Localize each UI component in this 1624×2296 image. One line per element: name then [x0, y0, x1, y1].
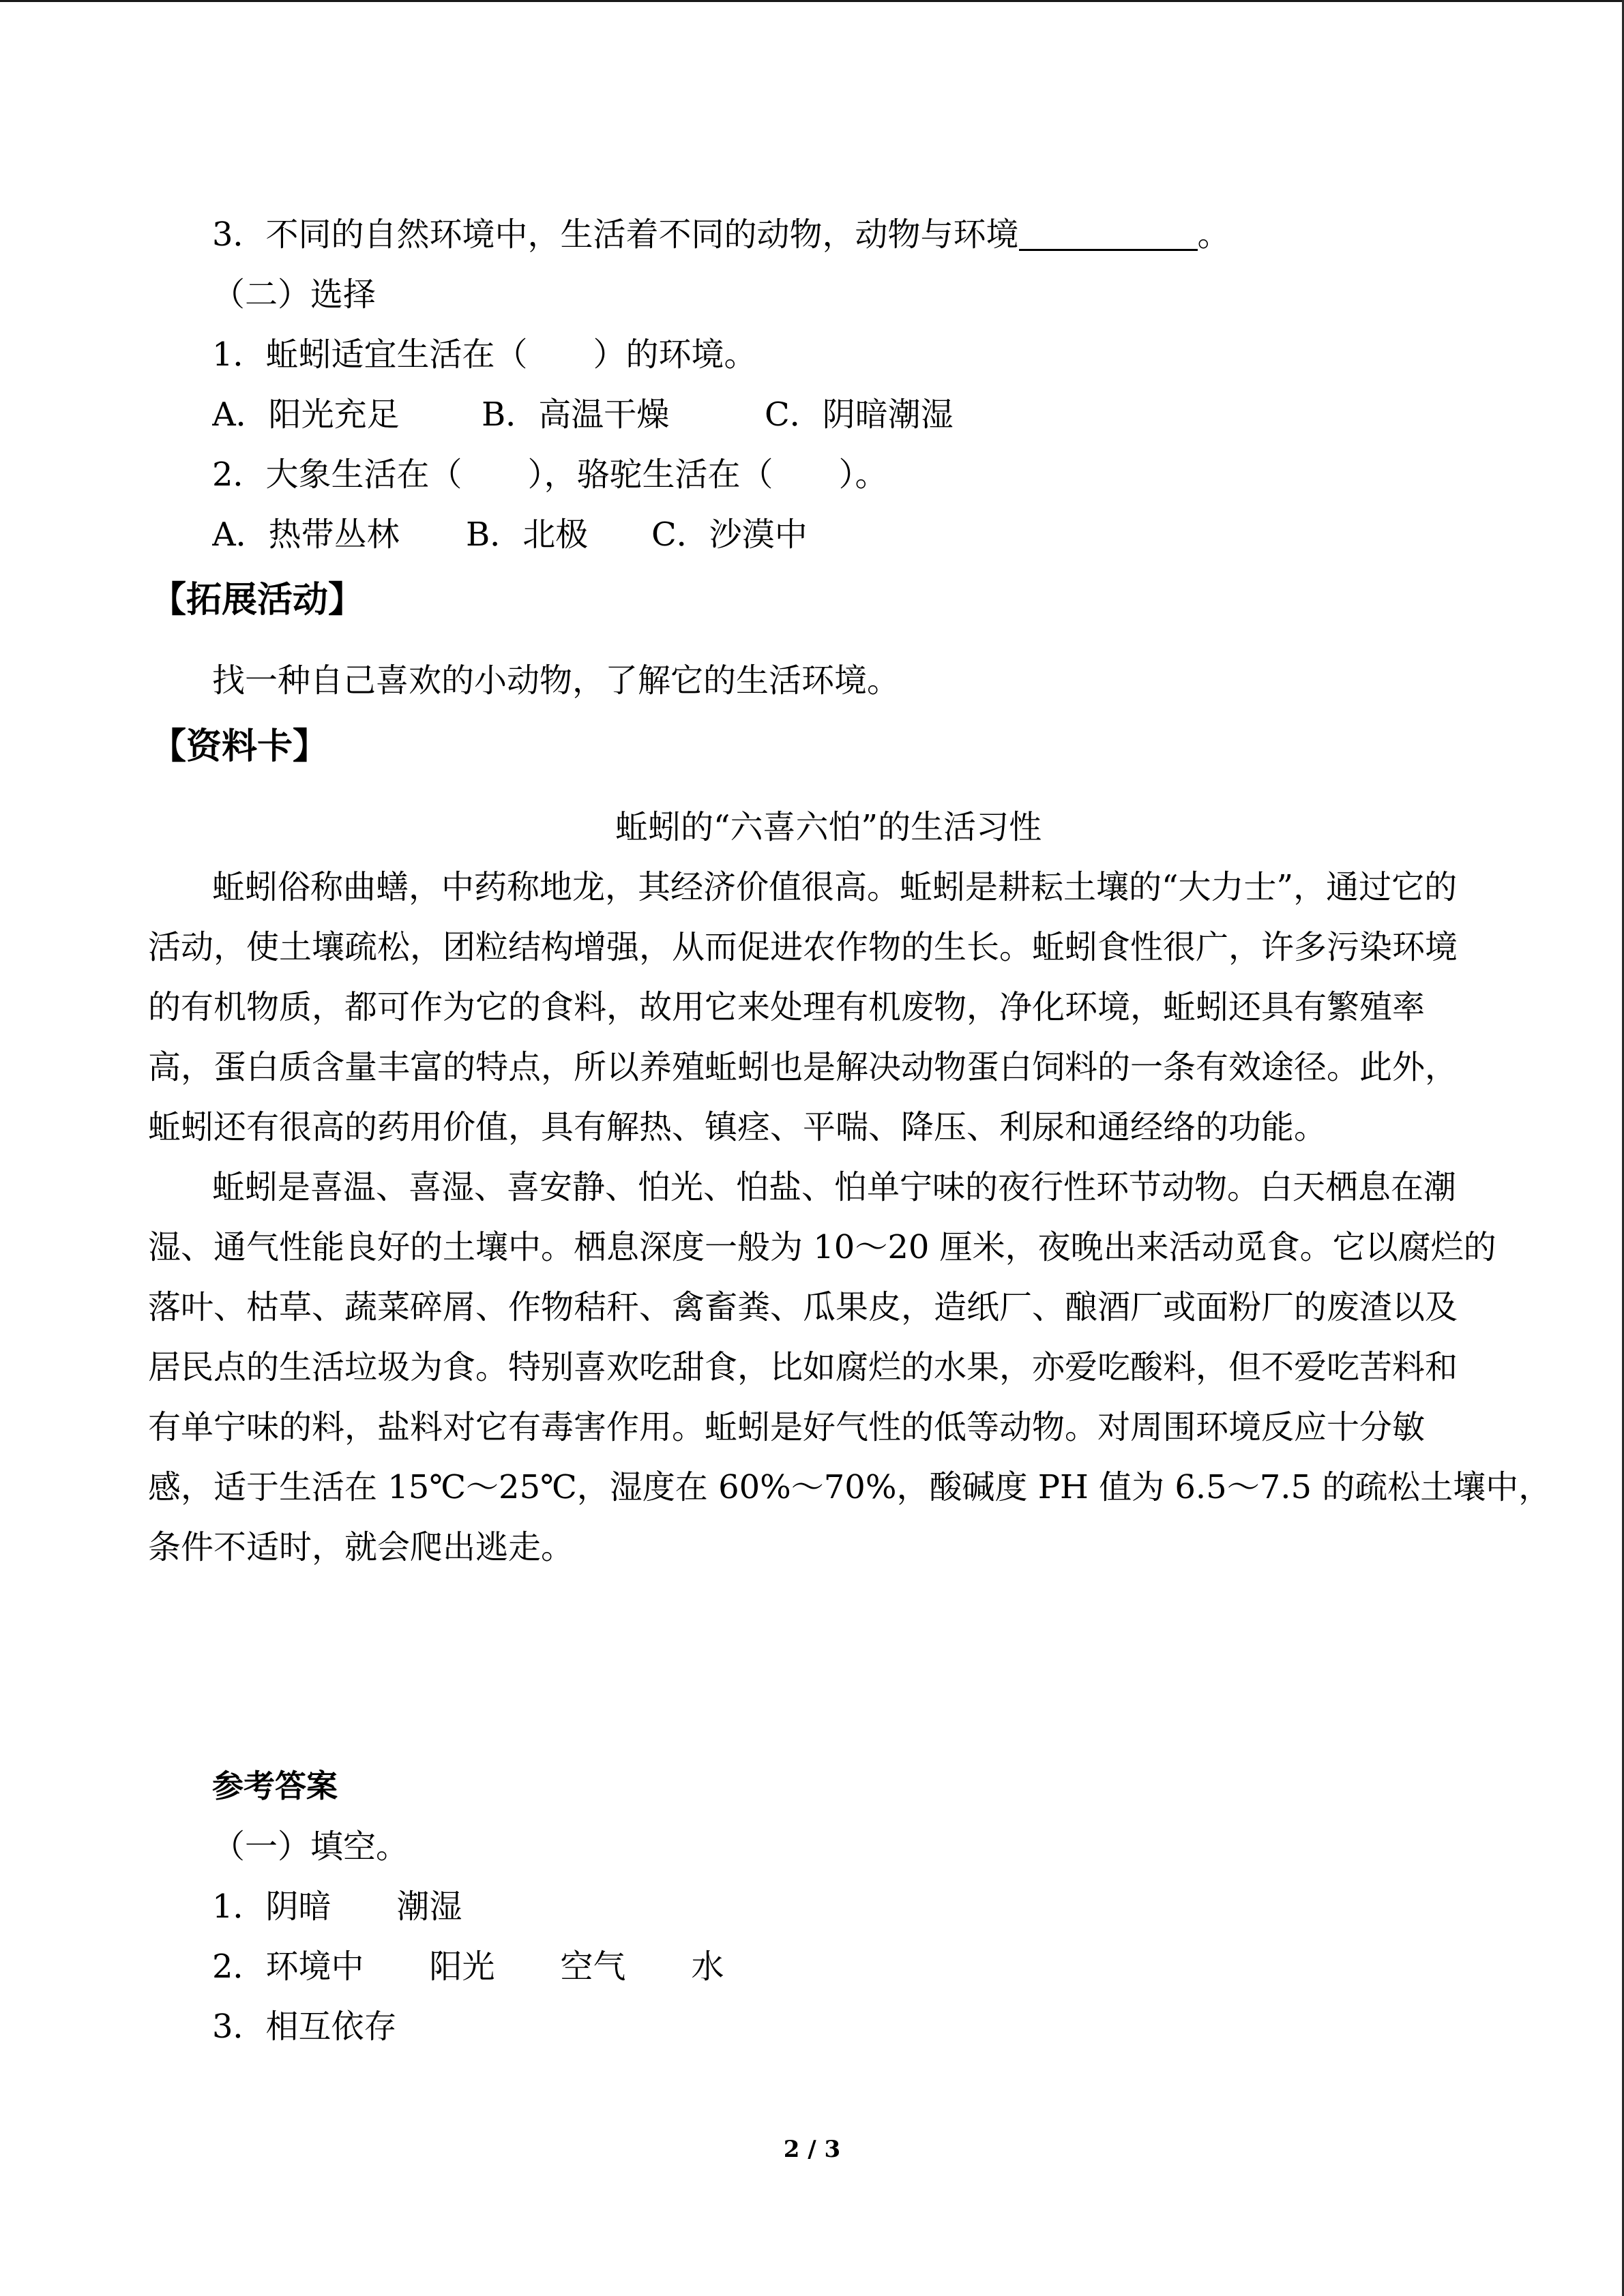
question-end-punctuation: 。 — [1197, 215, 1230, 254]
paragraph-line: 的有机物质，都可作为它的食料，故用它来处理有机废物，净化环境，蚯蚓还具有繁殖率 — [148, 988, 1426, 1026]
choice-question-1-option-a: A．阳光充足 — [212, 396, 400, 434]
choice-question-1-option-c: C．阴暗潮湿 — [765, 396, 954, 434]
paragraph-line: 蚯蚓是喜温、喜湿、喜安静、怕光、怕盐、怕单宁味的夜行性环节动物。白天栖息在潮 — [212, 1168, 1457, 1206]
paragraph-line: 居民点的生活垃圾为食。特别喜欢吃甜食，比如腐烂的水果，亦爱吃酸料，但不爱吃苦料和 — [148, 1348, 1458, 1386]
answer-blank — [1019, 249, 1198, 251]
paragraph-line: 蚯蚓还有很高的药用价值，具有解热、镇痉、平喘、降压、利尿和通经络的功能。 — [148, 1108, 1327, 1146]
paragraph-line: 活动，使土壤疏松，团粒结构增强，从而促进农作物的生长。蚯蚓食性很广，许多污染环境 — [148, 928, 1458, 966]
extension-activity-text: 找一种自己喜欢的小动物，了解它的生活环境。 — [212, 661, 900, 700]
choice-question-2: 2．大象生活在（ ），骆驼生活在（ ）。 — [212, 456, 888, 494]
answer-item: 1．阴暗 潮湿 — [212, 1888, 462, 1926]
answer-key-heading: 参考答案 — [212, 1768, 338, 1804]
choice-question-2-option-b: B．北极 — [466, 516, 589, 554]
paragraph-line: 感，适于生活在 15℃～25℃，湿度在 60%～70%，酸碱度 PH 值为 6.5～7.5 的疏松土壤中， — [148, 1468, 1552, 1506]
answer-item: 2．环境中 阳光 空气 水 — [212, 1948, 724, 1986]
answer-key-section: （一）填空。 — [212, 1828, 409, 1866]
article-title: 蚯蚓的“六喜六怕”的生活习性 — [615, 808, 1042, 846]
scan-border-top — [0, 0, 1624, 2]
choice-section-heading: （二）选择 — [212, 275, 377, 314]
question-text: 3．不同的自然环境中，生活着不同的动物，动物与环境 — [212, 215, 1019, 254]
paragraph-line: 湿、通气性能良好的土壤中。栖息深度一般为 10～20 厘米，夜晚出来活动觅食。它以腐烂的 — [148, 1228, 1496, 1266]
info-card-heading: 【资料卡】 — [151, 726, 329, 767]
answer-item: 3．相互依存 — [212, 2008, 397, 2046]
paragraph-line: 有单宁味的料，盐料对它有毒害作用。蚯蚓是好气性的低等动物。对周围环境反应十分敏 — [148, 1408, 1426, 1446]
page-number: 2 / 3 — [783, 2136, 841, 2163]
extension-activity-heading: 【拓展活动】 — [151, 580, 364, 621]
choice-question-2-option-c: C．沙漠中 — [651, 516, 808, 554]
choice-question-1: 1．蚯蚓适宜生活在（ ）的环境。 — [212, 336, 757, 374]
choice-question-1-option-b: B．高温干燥 — [482, 396, 670, 434]
paragraph-line: 条件不适时，就会爬出逃走。 — [148, 1528, 574, 1566]
paragraph-line: 高，蛋白质含量丰富的特点，所以养殖蚯蚓也是解决动物蛋白饲料的一条有效途径。此外， — [148, 1048, 1458, 1086]
fill-in-question-3 — [212, 205, 1230, 265]
paragraph-line: 落叶、枯草、蔬菜碎屑、作物秸秆、禽畜粪、瓜果皮，造纸厂、酿酒厂或面粉厂的废渣以及 — [148, 1288, 1458, 1326]
paragraph-line: 蚯蚓俗称曲蟮，中药称地龙，其经济价值很高。蚯蚓是耕耘土壤的“大力士”，通过它的 — [212, 868, 1458, 906]
choice-question-2-option-a: A．热带丛林 — [212, 516, 400, 554]
